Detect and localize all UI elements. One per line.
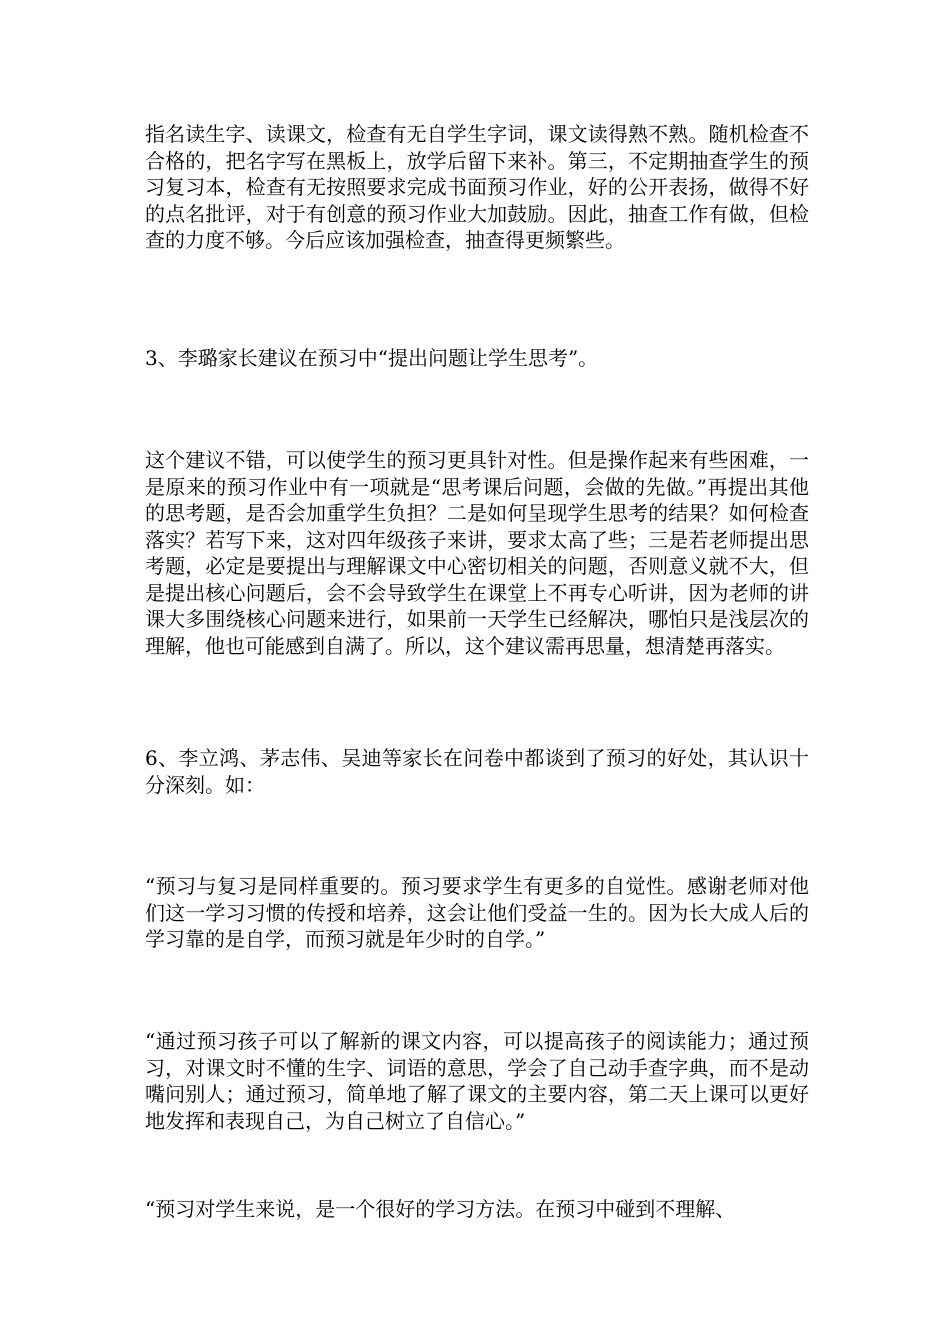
paragraph-item-6-heading: 6、李立鸿、茅志伟、吴迪等家长在问卷中都谈到了预习的好处，其认识十分深刻。如： — [145, 746, 809, 797]
paragraph-quote-3: “预习对学生来说，是一个很好的学习方法。在预习中碰到不理解、 — [145, 1197, 736, 1221]
paragraph-quote-1: “预习与复习是同样重要的。预习要求学生有更多的自觉性。感谢老师对他们这一学习习惯的传授和培养，这会让他们受益一生的。因为长大成人后的学习靠的是自学，而预习就是年少时的自学。” — [145, 874, 809, 951]
paragraph-item-3-heading: 3、李璐家长建议在预习中“提出问题让学生思考”。 — [145, 346, 599, 370]
paragraph-spot-checks: 指名读生字、读课文，检查有无自学生字词，课文读得熟不熟。随机检查不合格的，把名字写在黑板上，放学后留下来补。第三，不定期抽查学生的预习复习本，检查有无按照要求完成书面预习作业，好的公开表扬，做得不好的点名批评，对于有创意的预习作业大加鼓励。因此，抽查工作有做，但检查的力度不够。今后应该加强检查，抽查得更频繁些。 — [145, 122, 809, 252]
paragraph-item-3-response: 这个建议不错，可以使学生的预习更具针对性。但是操作起来有些困难，一是原来的预习作业中有一项就是“思考课后问题，会做的先做。”再提出其他的思考题，是否会加重学生负担？二是如何呈现学生思考的结果？如何检查落实？若写下来，这对四年级孩子来讲，要求太高了些；三是若老师提出思考题，必定是要提出与理解课文中心密切相关的问题，否则意义就不大，但是提出核心问题后，会不会导致学生在课堂上不再专心听讲，因为老师的讲课大多围绕核心问题来进行，如果前一天学生已经解决，哪怕只是浅层次的理解，他也可能感到自满了。所以，这个建议需再思量，想清楚再落实。 — [145, 448, 809, 658]
paragraph-quote-2: “通过预习孩子可以了解新的课文内容，可以提高孩子的阅读能力；通过预习，对课文时不懂的生字、词语的意思，学会了自己动手查字典，而不是动嘴问别人；通过预习，简单地了解了课文的主要内容，第二天上课可以更好地发挥和表现自己，为自己树立了自信心。” — [145, 1029, 809, 1133]
